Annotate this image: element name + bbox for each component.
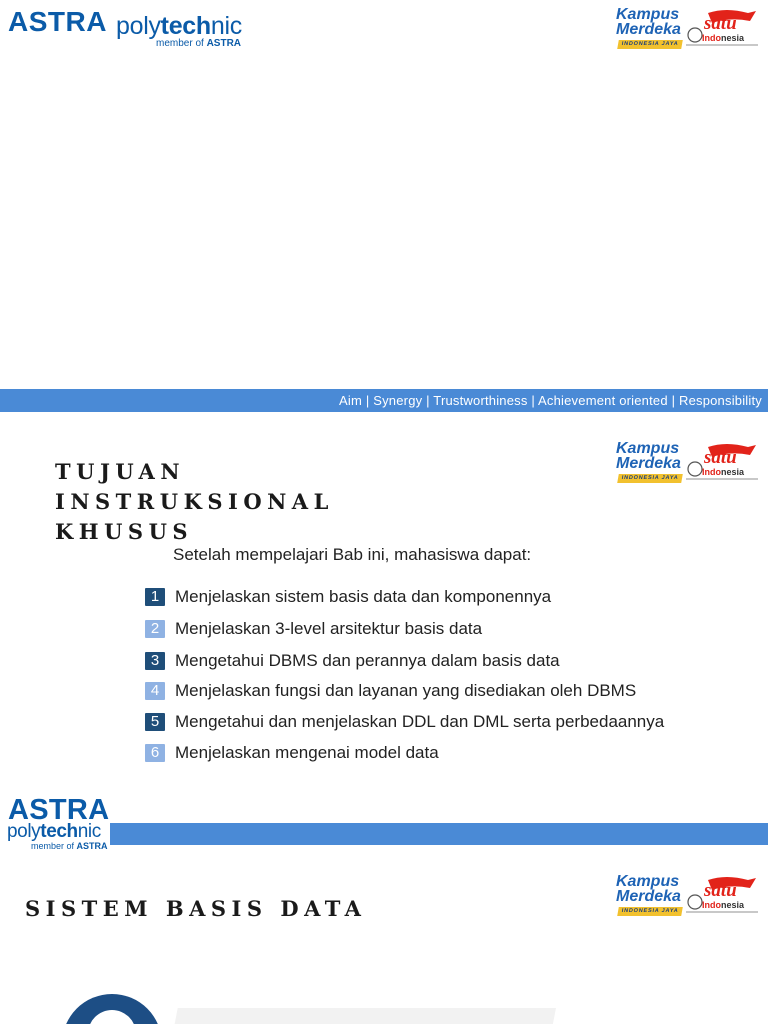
slide-objectives xyxy=(0,412,768,772)
tagline-rule xyxy=(686,911,758,913)
satu-indonesia-logo: satu Indonesia xyxy=(686,443,758,487)
kampus-merdeka-logo: Kampus Merdeka INDONESIA JAYA satu Indonesia xyxy=(616,441,758,491)
objective-text: Menjelaskan sistem basis data dan komponennya xyxy=(175,587,552,606)
objective-text: Mengetahui DBMS dan perannya dalam basis data xyxy=(175,651,560,670)
number-badge: 1 xyxy=(145,588,165,606)
slide-cover xyxy=(0,0,768,412)
logo-member: member of ASTRA xyxy=(31,841,108,851)
kampus-merdeka-logo: Kampus Merdeka INDONESIA JAYA satu Indonesia xyxy=(616,874,758,924)
astra-polytechnic-logo xyxy=(6,794,110,852)
slide-sistem-basis-data xyxy=(0,772,768,1024)
kampus-merdeka-logo: Kampus Merdeka INDONESIA JAYA satu Indonesia xyxy=(616,7,758,57)
content-banner xyxy=(170,1008,556,1024)
number-badge: 4 xyxy=(145,682,165,700)
astra-polytechnic-logo xyxy=(8,6,258,48)
number-badge: 3 xyxy=(145,652,165,670)
number-badge: 6 xyxy=(145,744,165,762)
tagline-rule xyxy=(686,478,758,480)
logo-name: polytechnic xyxy=(116,12,242,40)
slide-title: SISTEM BASIS DATA xyxy=(25,896,367,921)
objectives-intro: Setelah mempelajari Bab ini, mahasiswa dapat: xyxy=(173,545,532,564)
slide-title: TUJUAN INSTRUKSIONAL KHUSUS xyxy=(55,459,334,544)
objective-text: Menjelaskan 3-level arsitektur basis data xyxy=(175,619,483,638)
values-text: Aim | Synergy | Trustworthiness | Achievement oriented | Responsibility xyxy=(339,393,762,408)
number-badge: 2 xyxy=(145,620,165,638)
number-badge: 5 xyxy=(145,713,165,731)
logo-brand: ASTRA xyxy=(8,6,107,37)
company-values-bar xyxy=(0,389,768,412)
logo-brand: ASTRA xyxy=(8,794,110,826)
objective-text: Menjelaskan mengenai model data xyxy=(175,743,439,762)
logo-member: member of ASTRA xyxy=(156,38,242,49)
satu-indonesia-logo: satu Indonesia xyxy=(686,876,758,920)
objective-text: Menjelaskan fungsi dan layanan yang disediakan oleh DBMS xyxy=(175,681,637,700)
objective-text: Mengetahui dan menjelaskan DDL dan DML serta perbedaannya xyxy=(175,712,665,731)
header-band xyxy=(110,823,768,845)
logo-name: polytechnic xyxy=(7,821,101,842)
tagline-rule xyxy=(686,44,758,46)
satu-indonesia-logo: satu Indonesia xyxy=(686,9,758,53)
